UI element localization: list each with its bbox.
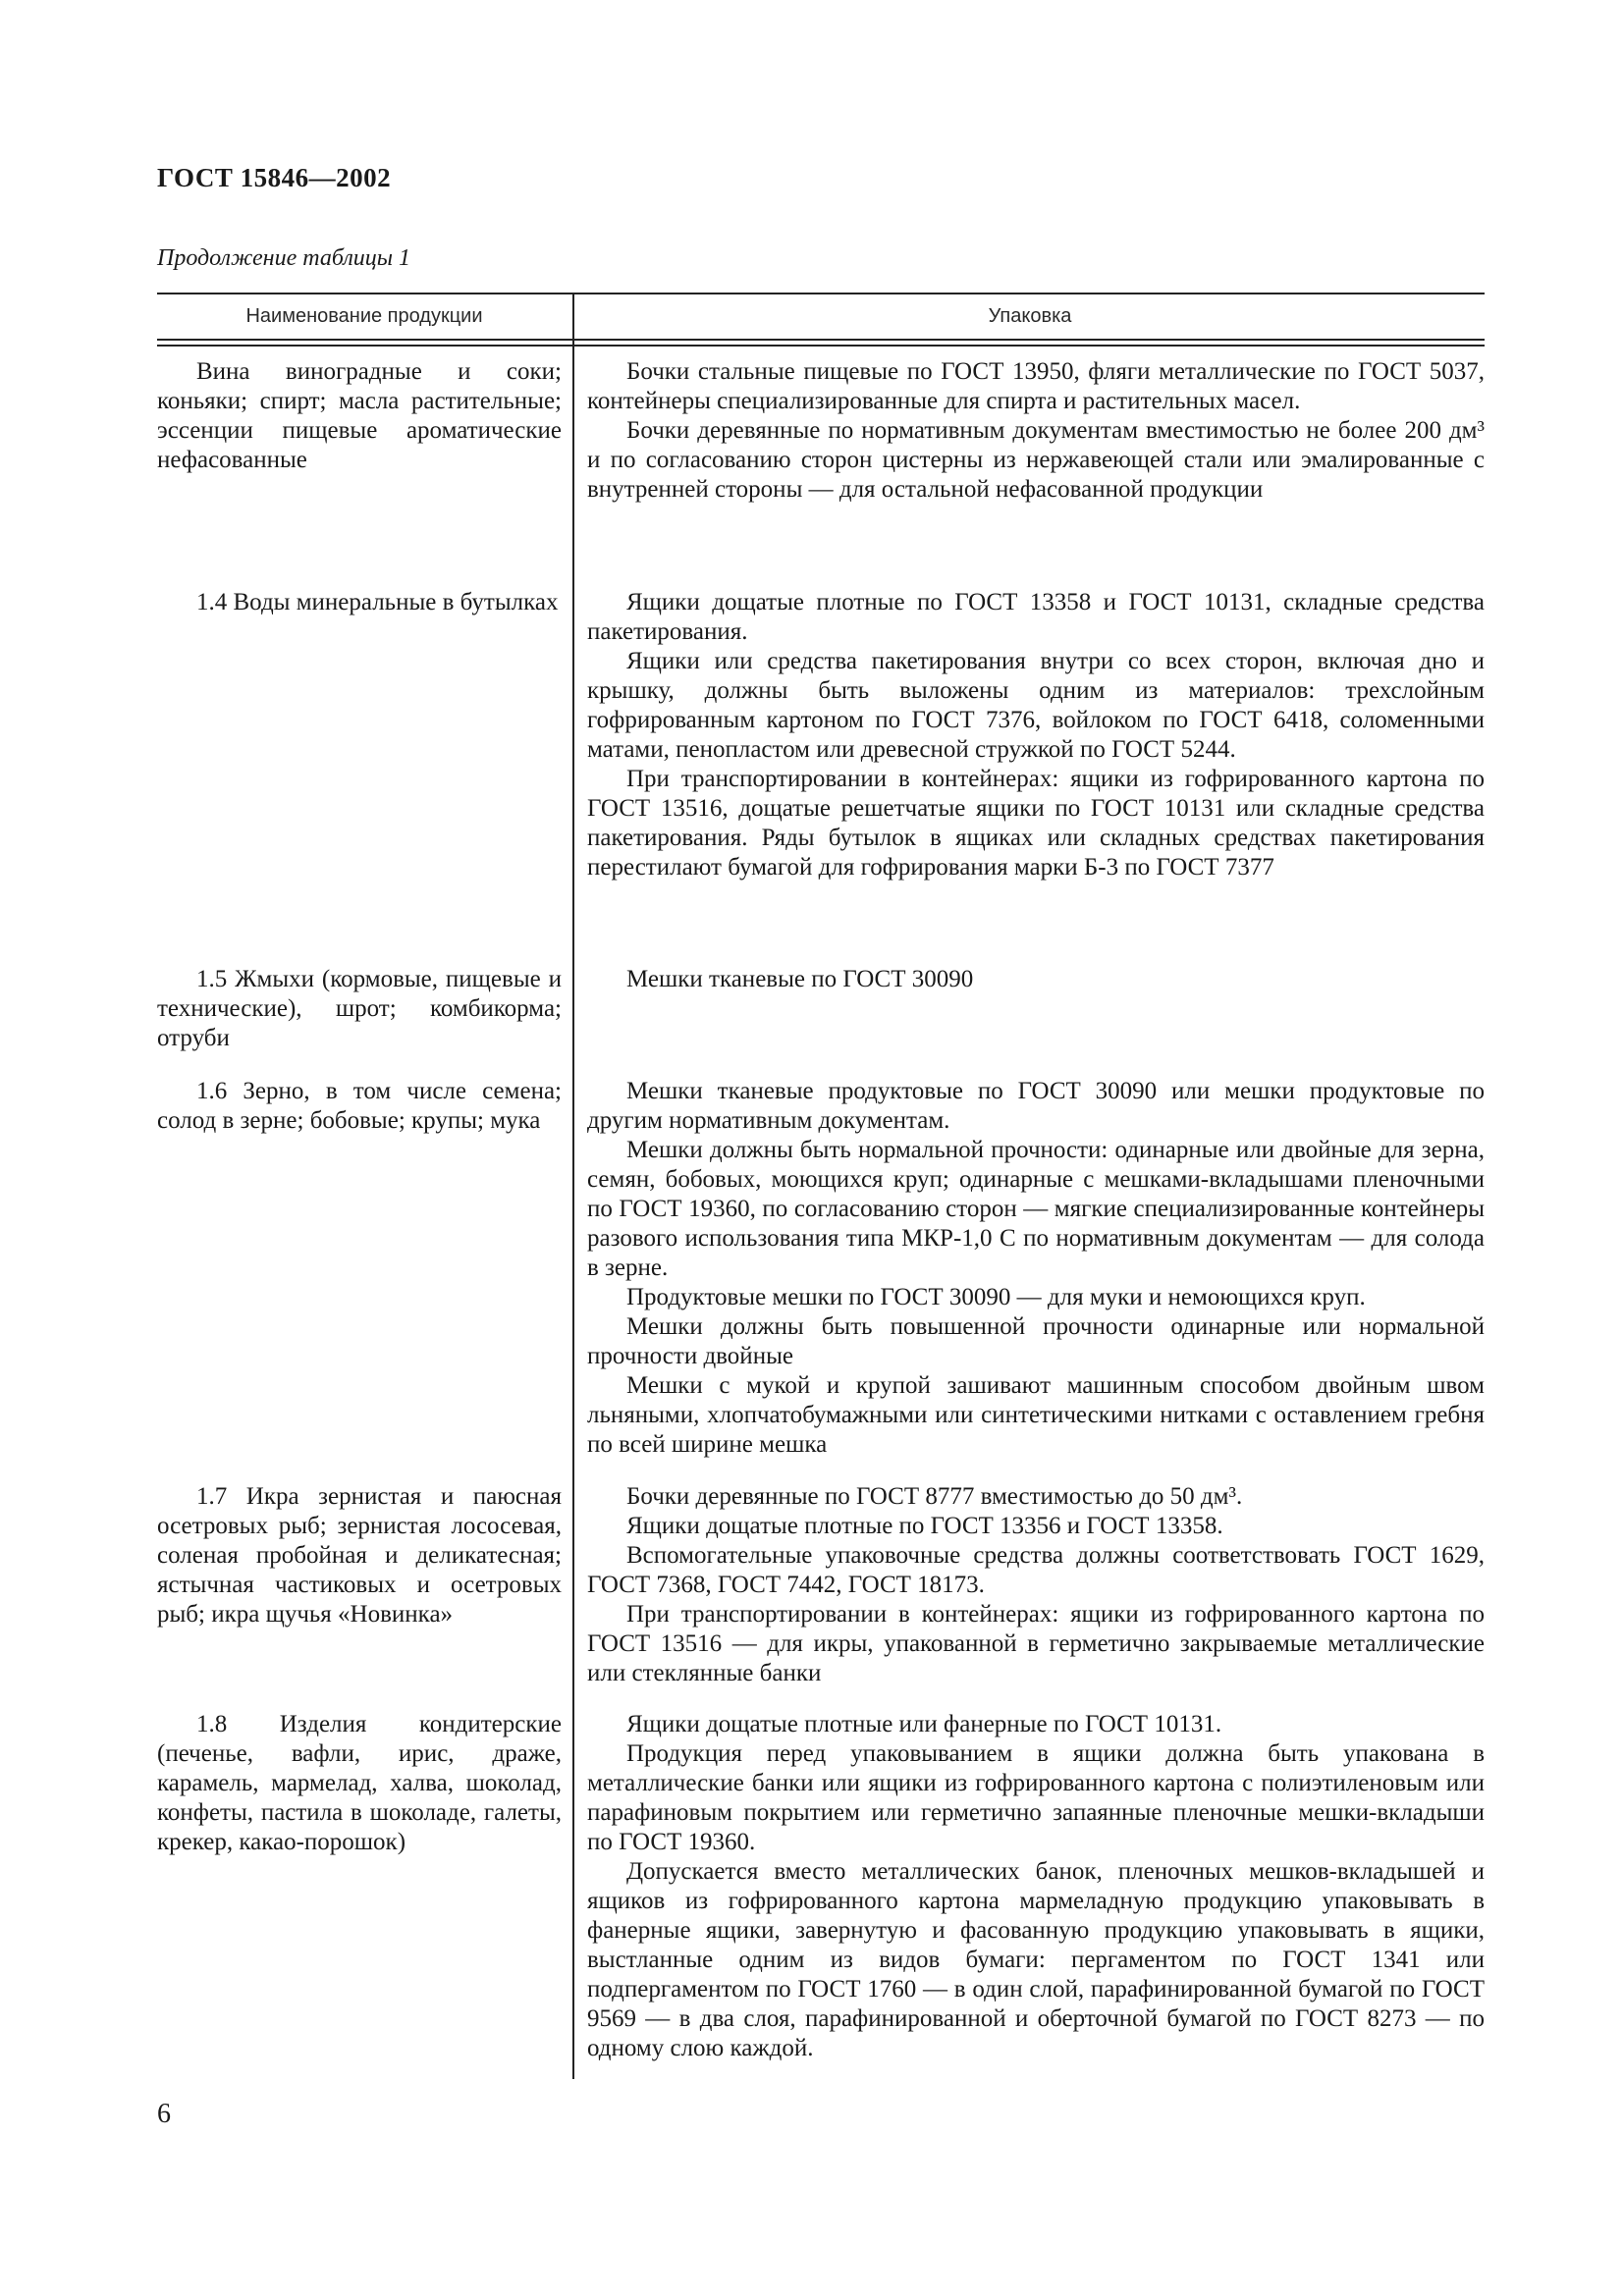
- column-divider: [572, 293, 574, 2079]
- header-double-rule-top: [157, 339, 1485, 341]
- packaging-cell: [587, 1482, 1485, 1688]
- packaging-paragraph: Вспомогательные упаковочные средства должны соответствовать ГОСТ 1629, ГОСТ 7368, ГОСТ 7442, ГОСТ 18173.: [587, 1542, 1485, 1598]
- packaging-paragraph: При транспортировании в контейнерах: ящики из гофрированного картона по ГОСТ 13516 — для икры, упакованной в герметично закрываемые металлические или стеклянные банки: [587, 1601, 1485, 1686]
- product-text: Вина виноградные и соки; коньяки; спирт; масла растительные; эссенции пищевые ароматические нефасованные: [157, 358, 562, 473]
- product-text: 1.4 Воды минеральные в бутылках: [196, 589, 559, 615]
- product-text: 1.8 Изделия кондитерские (печенье, вафли, ирис, драже, карамель, мармелад, халва, шоколад, конфеты, пастила в шоколаде, галеты, крекер, какао-порошок): [157, 1711, 562, 1855]
- product-cell: [157, 1077, 562, 1136]
- packaging-cell: [587, 1077, 1485, 1460]
- packaging-cell: [587, 1710, 1485, 2063]
- product-cell: [157, 1482, 562, 1629]
- packaging-paragraph: Ящики или средства пакетирования внутри со всех сторон, включая дно и крышку, должны быть выложены одним из материалов: трехслойным гофрированным картоном по ГОСТ 7376, войлоком по ГОСТ 6418, соломенными матами, пенопластом или древесной стружкой по ГОСТ 5244.: [587, 648, 1485, 763]
- packaging-paragraph: Ящики дощатые плотные по ГОСТ 13356 и ГОСТ 13358.: [626, 1513, 1223, 1539]
- packaging-paragraph: Ящики дощатые плотные или фанерные по ГОСТ 10131.: [626, 1711, 1222, 1737]
- column-header-product: Наименование продукции: [245, 305, 483, 327]
- column-header-packaging: Упаковка: [988, 305, 1072, 327]
- product-cell: [157, 357, 562, 475]
- packaging-cell: [587, 965, 1485, 994]
- packaging-paragraph: Мешки тканевые продуктовые по ГОСТ 30090 или мешки продуктовые по другим нормативным документам.: [587, 1078, 1485, 1134]
- product-text: 1.7 Икра зернистая и паюсная осетровых рыб; зернистая лососевая, соленая пробойная и деликатесная; ястычная частиковых и осетровых рыб; икра щучья «Новинка»: [157, 1483, 562, 1628]
- packaging-cell: [587, 357, 1485, 505]
- packaging-paragraph: Продуктовые мешки по ГОСТ 30090 — для муки и немоющихся круп.: [626, 1284, 1366, 1310]
- packaging-paragraph: При транспортировании в контейнерах: ящики из гофрированного картона по ГОСТ 13516, дощатые решетчатые ящики по ГОСТ 10131 или складные средства пакетирования. Ряды бутылок в ящиках или складных средствах пакетирования перестилают бумагой для гофрирования марки Б-3 по ГОСТ 7377: [587, 766, 1485, 881]
- packaging-paragraph: Бочки деревянные по ГОСТ 8777 вместимостью до 50 дм³.: [626, 1483, 1243, 1510]
- product-cell: [157, 965, 562, 1053]
- packaging-cell: [587, 588, 1485, 882]
- packaging-paragraph: Мешки должны быть нормальной прочности: одинарные или двойные для зерна, семян, бобовых, моющихся круп; одинарные с мешками-вкладышами пленочными по ГОСТ 19360, по согласованию сторон — мягкие специализированные контейнеры разового использования типа МКР-1,0 С по нормативным документам — для солода в зерне.: [587, 1137, 1485, 1281]
- page-number: 6: [157, 2099, 171, 2129]
- header-double-rule-bottom: [157, 345, 1485, 347]
- packaging-paragraph: Допускается вместо металлических банок, пленочных мешков-вкладышей и ящиков из гофрированного картона мармеладную продукцию упаковывать в фанерные ящики, завернутую и фасованную продукцию упаковывать в ящики, выстланные одним из видов бумаги: пергаментом по ГОСТ 1341 или подпергаментом по ГОСТ 1760 — в один слой, парафинированной бумагой по ГОСТ 9569 — в два слоя, парафинированной и оберточной бумагой по ГОСТ 8273 — по одному слою каждой.: [587, 1858, 1485, 2061]
- packaging-paragraph: Ящики дощатые плотные по ГОСТ 13358 и ГОСТ 10131, складные средства пакетирования.: [587, 589, 1485, 645]
- packaging-paragraph: Мешки тканевые по ГОСТ 30090: [626, 966, 974, 992]
- packaging-paragraph: Бочки стальные пищевые по ГОСТ 13950, фляги металлические по ГОСТ 5037, контейнеры специализированные для спирта и растительных масел.: [587, 358, 1485, 414]
- product-text: 1.5 Жмыхи (кормовые, пищевые и технические), шрот; комбикорма; отруби: [157, 966, 562, 1051]
- table-caption: Продолжение таблицы 1: [157, 245, 411, 271]
- packaging-paragraph: Бочки деревянные по нормативным документам вместимостью не более 200 дм³ и по согласованию сторон цистерны из нержавеющей стали или эмалированные с внутренней стороны — для остальной нефасованной продукции: [587, 417, 1485, 503]
- document-title: ГОСТ 15846—2002: [157, 163, 392, 192]
- packaging-paragraph: Продукция перед упаковыванием в ящики должна быть упакована в металлические банки или ящики из гофрированного картона с полиэтиленовым или парафиновым покрытием или герметично запаянные пленочные мешки-вкладыши по ГОСТ 19360.: [587, 1740, 1485, 1855]
- packaging-paragraph: Мешки должны быть повышенной прочности одинарные или нормальной прочности двойные: [587, 1313, 1485, 1369]
- packaging-paragraph: Мешки с мукой и крупой зашивают машинным способом двойным швом льняными, хлопчатобумажными или синтетическими нитками с оставлением гребня по всей ширине мешка: [587, 1372, 1485, 1458]
- product-text: 1.6 Зерно, в том числе семена; солод в зерне; бобовые; крупы; мука: [157, 1078, 562, 1134]
- product-cell: [157, 588, 562, 617]
- product-cell: [157, 1710, 562, 1857]
